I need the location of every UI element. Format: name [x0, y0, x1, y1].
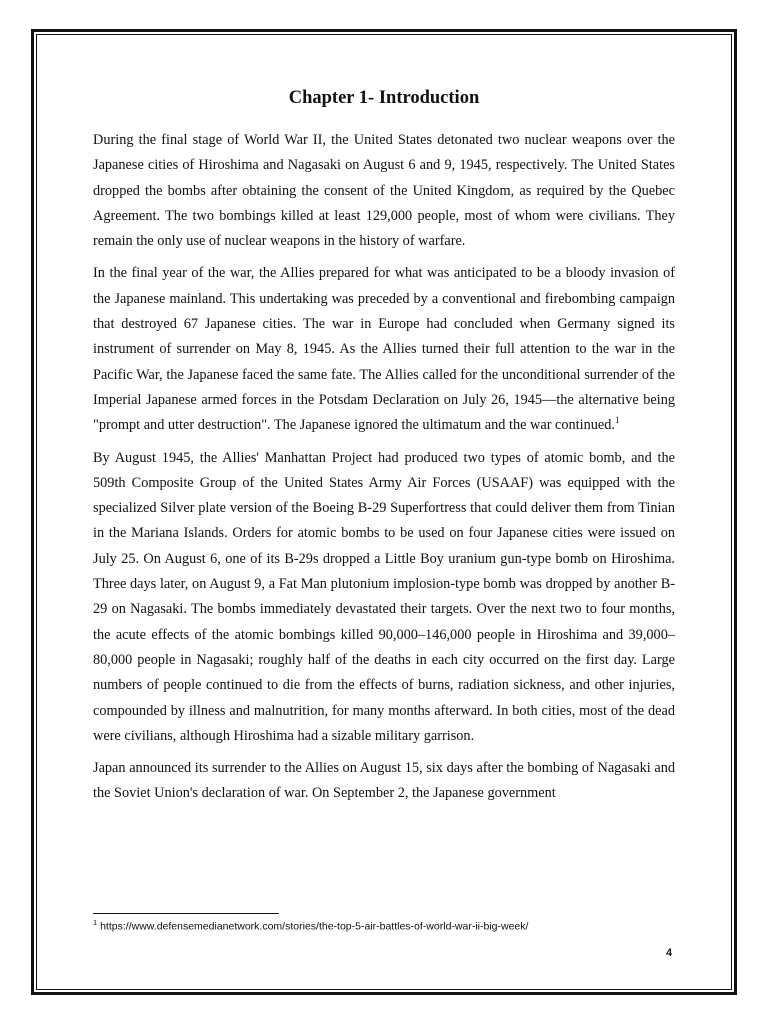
paragraph-3: By August 1945, the Allies' Manhattan Project had produced two types of atomic bomb, and the 509th Composite Group of the United States Army Air Forces (USAAF) was equipped with the specialized Silver plate version of the Boeing B-29 Superfortress that could deliver them from Tinian in the Mariana Islands. Orders for atomic bombs to be used on four Japanese cities were issued on July 25. On August 6, one of its B-29s dropped a Little Boy uranium gun-type bomb on Hiroshima. Three days later, on August 9, a Fat Man plutonium implosion-type bomb was dropped by another B-29 on Nagasaki. The bombs immediately devastated their targets. Over the next two to four months, the acute effects of the atomic bombings killed 90,000–146,000 people in Hiroshima and 39,000–80,000 people in Nagasaki; roughly half of the deaths in each city occurred on the first day. Large numbers of people continued to die from the effects of burns, radiation sickness, and other injuries, compounded by illness and malnutrition, for many months afterward. In both cities, most of the dead were civilians, although Hiroshima had a sizable military garrison. [93, 449, 675, 744]
page-number: 4 [666, 947, 673, 959]
footnote [93, 918, 528, 933]
document-body [93, 84, 675, 814]
paragraph-4: Japan announced its surrender to the Allies on August 15, six days after the bombing of Nagasaki and the Soviet Union's declaration of war. On September 2, the Japanese government [93, 760, 675, 802]
footnote-separator [93, 913, 279, 914]
footnote-link[interactable]: https://www.defensemedianetwork.com/stories/the-top-5-air-battles-of-world-war-ii-big-week/ [100, 920, 529, 933]
footnote-reference[interactable]: 1 [614, 415, 620, 426]
paragraph-1: During the final stage of World War II, the United States detonated two nuclear weapons over the Japanese cities of Hiroshima and Nagasaki on August 6 and 9, 1945, respectively. The United States dropped the bombs after obtaining the consent of the United Kingdom, as required by the Quebec Agreement. The two bombings killed at least 129,000 people, most of whom were civilians. They remain the only use of nuclear weapons in the history of warfare. [93, 132, 675, 250]
footnote-marker: 1 [93, 918, 98, 927]
paragraph-2 [93, 261, 675, 438]
chapter-title: Chapter 1- Introduction [288, 88, 480, 108]
paragraph-2-text: In the final year of the war, the Allies prepared for what was anticipated to be a bloody invasion of the Japanese mainland. This undertaking was preceded by a conventional and firebombing campaign that destroyed 67 Japanese cities. The war in Europe had concluded when Germany signed its instrument of surrender on May 8, 1945. As the Allies turned their full attention to the war in the Pacific War, the Japanese faced the same fate. The Allies called for the unconditional surrender of the Imperial Japanese armed forces in the Potsdam Declaration on July 26, 1945—the alternative being "prompt and utter destruction". The Japanese ignored the ultimatum and the war continued. [93, 265, 675, 434]
